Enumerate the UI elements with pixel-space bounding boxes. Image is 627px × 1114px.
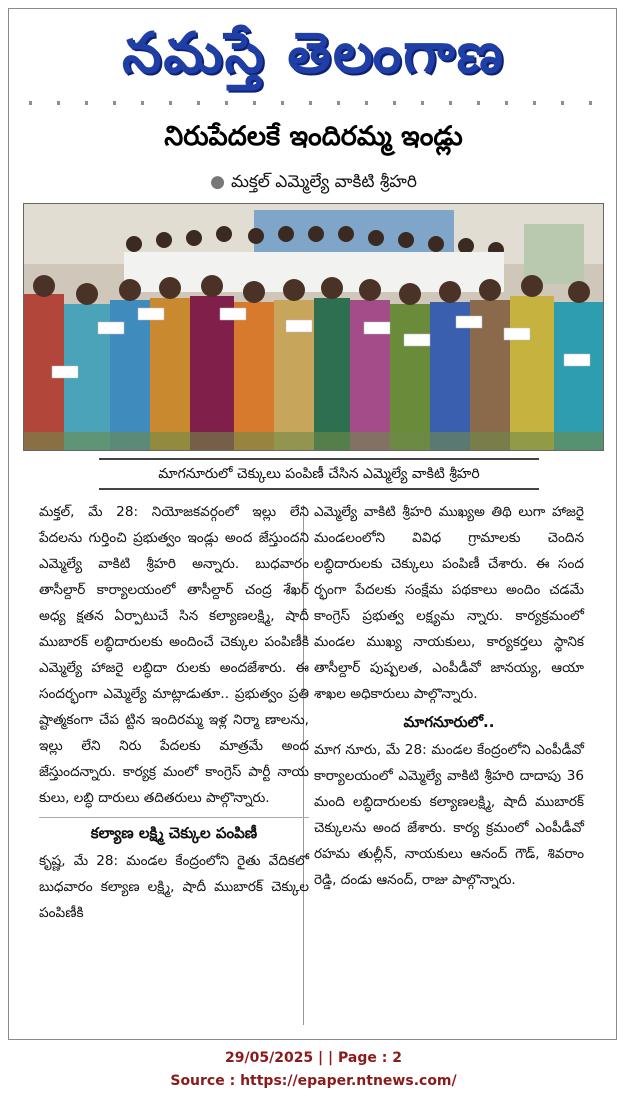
- article-right-column: [314, 499, 584, 893]
- left-subheading: కల్యాణ లక్ష్మి చెక్కుల పంపిణీ: [39, 817, 309, 848]
- left-paragraph-1: మక్తల్, మే 28: నియోజకవర్గంలో ఇల్లు లేని పేదలను గుర్తించి ప్రభుత్వం ఇండ్లు అంద జేస్తుందని ఎమ్మెల్యే వాకిటి శ్రీహరి అన్నారు. బుధవారం తాసీల్దార్ కార్యాలయంలో తాసీల్దార్ చంద్ర శేఖర్ అధ్య క్షతన ఏర్పాటుచే సిన కల్యాణలక్ష్మి, షాదీ ముబారక్ లబ్ధిదారులకు అందించే చెక్కుల పంపిణీకి ఎమ్మెల్యే హాజరై లబ్ధిదా రులకు అందజేశారు. ఈ సందర్భంగా ఎమ్మెల్యే మాట్లాడుతూ.. ప్రభుత్వం ప్రతి ష్టాత్మకంగా చేప ట్టిన ఇందిరమ్మ ఇళ్ల నిర్మా ణాలను, ఇల్లు లేని నిరు పేదలకు మాత్రమే అంద జేస్తుందన్నారు. కార్యక్ర మంలో కాంగ్రెస్ పార్టీ నాయ కులు, లబ్ధి దారులు తదితరులు పాల్గొన్నారు.: [39, 504, 309, 806]
- right-paragraph-1: ఎమ్మెల్యే వాకిటి శ్రీహరి ముఖ్యఅ తిథి లుగా హాజరై మండలంలోని వివిధ గ్రామాలకు చెందిన లబ్ధిదారులకు చెక్కులు పంపిణీ చేశారు. ఈ సంద ర్భంగా పేదలకు సంక్షేమ పథకాలు అందిం చడమే కాంగ్రెస్ ప్రభుత్వ లక్ష్యమ న్నారు. కార్యక్రమంలో మండల ముఖ్య నాయకులు, కార్యకర్తలు స్థానిక తాసీల్దార్ పుష్పలత, ఎంపీడీవో జానయ్య, ఆయా శాఖల అధికారులు పాల్గొన్నారు.: [314, 504, 584, 702]
- clipping-cut-edge: [29, 101, 604, 105]
- article-left-column: [39, 499, 309, 926]
- article-photo: [23, 203, 604, 451]
- article-subhead: [9, 172, 618, 196]
- newspaper-clipping: [8, 8, 617, 1040]
- newspaper-masthead: నమస్తే తెలంగాణ: [122, 21, 505, 86]
- article-headline: నిరుపేదలకే ఇందిరమ్మ ఇండ్లు: [164, 121, 463, 152]
- bullet-icon: ●: [210, 172, 225, 192]
- footer-source-link[interactable]: Source : https://epaper.ntnews.com/: [170, 1073, 457, 1089]
- right-subheading: మాగనూరులో..: [403, 713, 495, 731]
- right-paragraph-2: మాగ నూరు, మే 28: మండల కేంద్రంలోని ఎంపీడీవో కార్యాలయంలో ఎమ్మెల్యే వాకిటి శ్రీహరి దాదాపు 36 మంది లబ్ధిదారులకు కల్యాణలక్ష్మి, షాదీ ముబారక్ చెక్కులను అంద జేశారు. కార్య క్రమంలో ఎంపీడీవో రహమ తుల్లీన్, నాయకులు ఆనంద్ గౌడ్, శివరాం రెడ్డి, దండు ఆనంద్, రాజు పాల్గొన్నారు.: [314, 742, 584, 888]
- crowd-photo-illustration: [24, 204, 604, 451]
- left-paragraph-2: కృష్ణ, మే 28: మండల కేంద్రంలోని రైతు వేదికలో బుధవారం కల్యాణ లక్ష్మి, షాదీ ముబారక్ చెక్కుల పంపిణీకి: [39, 853, 309, 921]
- article-subhead-text: మక్తల్ ఎమ్మెల్యే వాకిటి శ్రీహరి: [230, 172, 417, 192]
- footer-date-page: 29/05/2025 | | Page : 2: [225, 1050, 402, 1066]
- photo-caption: మాగనూరులో చెక్కులు పంపిణీ చేసిన ఎమ్మెల్యే వాకిటి శ్రీహరి: [99, 458, 539, 490]
